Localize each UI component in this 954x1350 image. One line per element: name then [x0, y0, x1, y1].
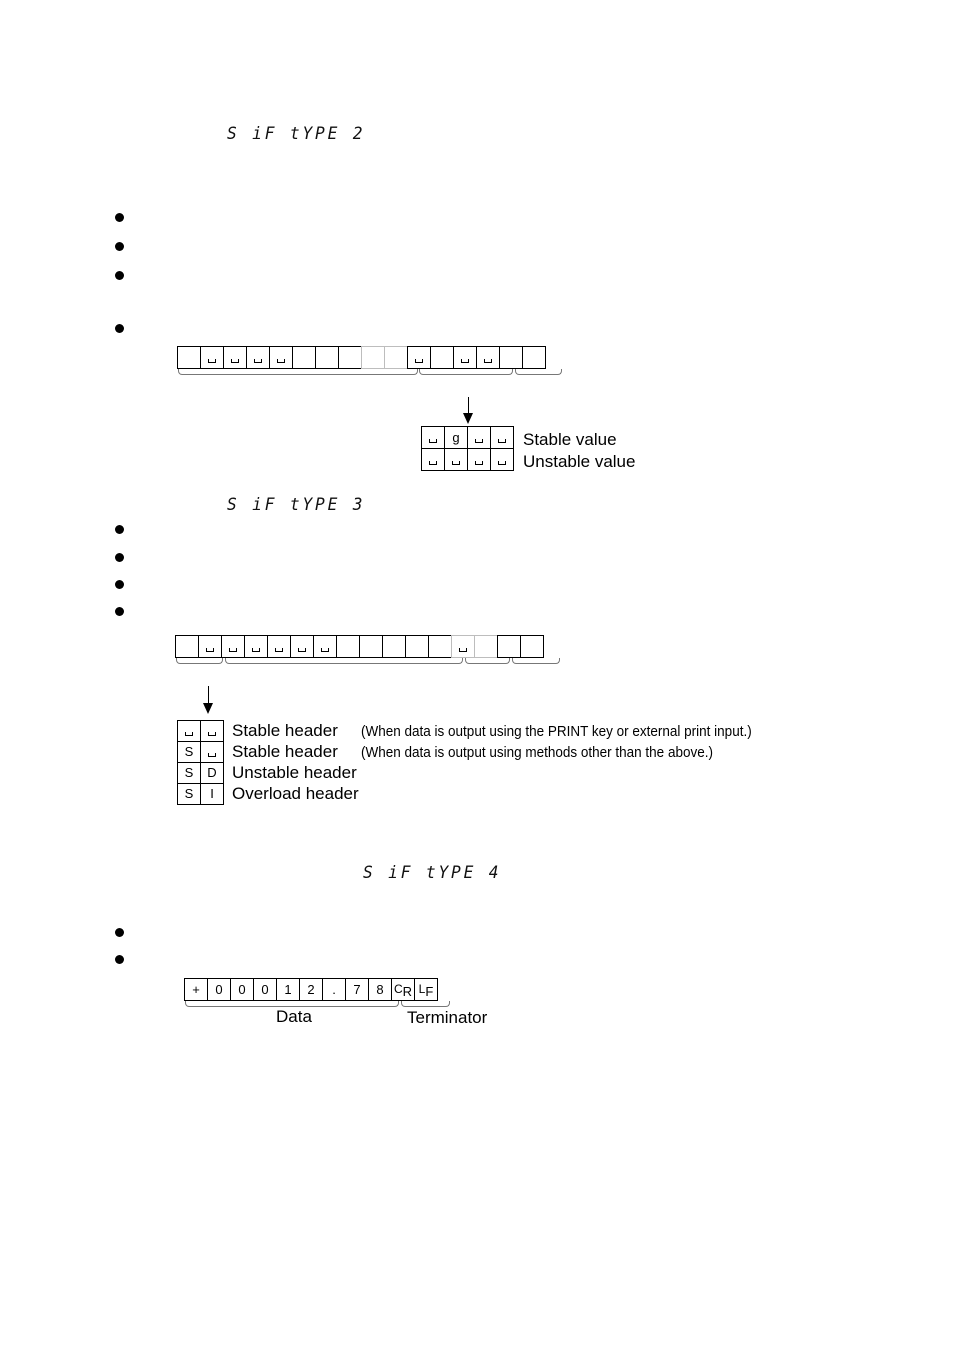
lf-sub: F — [425, 984, 434, 999]
format-cell — [336, 635, 360, 658]
format-cell-space — [200, 346, 224, 369]
format-cell-space — [451, 635, 475, 658]
arrow-down-icon — [463, 413, 473, 424]
format-cell — [338, 346, 362, 369]
format-cell — [430, 346, 454, 369]
format-cell — [382, 635, 406, 658]
tag-label-unstable: Unstable value — [523, 452, 636, 471]
tag-cell-space — [444, 448, 468, 471]
data-cell: 8 — [368, 978, 392, 1001]
format-cell-space — [221, 635, 245, 658]
format-cell-space — [223, 346, 247, 369]
display-code-type2: S iF tYPE 2 — [227, 124, 366, 144]
header-row — [177, 720, 224, 742]
brace-terminator — [401, 1001, 450, 1007]
header-cell: S — [177, 741, 201, 763]
header-label: Stable header — [232, 742, 338, 761]
format-cell — [405, 635, 429, 658]
format-cell — [175, 635, 199, 658]
brace-tag — [419, 369, 513, 375]
format-cell-space — [290, 635, 314, 658]
format-cell — [315, 346, 339, 369]
header-label: Unstable header — [232, 763, 357, 782]
bullet — [115, 553, 124, 562]
data-cell: . — [322, 978, 346, 1001]
brace-unit — [465, 658, 510, 664]
header-row — [177, 783, 224, 805]
format-cell-space — [407, 346, 431, 369]
tag-cell-space — [490, 448, 514, 471]
format-cell-space — [313, 635, 337, 658]
data-cell: 0 — [253, 978, 277, 1001]
data-cell: 2 — [299, 978, 323, 1001]
data-cell: 0 — [207, 978, 231, 1001]
format-cell-space — [244, 635, 268, 658]
format-cell — [499, 346, 523, 369]
header-label: Overload header — [232, 784, 359, 803]
arrow-line — [468, 397, 469, 414]
data-cell: 7 — [345, 978, 369, 1001]
tag-cell-space — [421, 448, 445, 471]
format-cell — [428, 635, 452, 658]
format-cell-space — [476, 346, 500, 369]
header-cell-space — [200, 720, 224, 742]
format-cell — [520, 635, 544, 658]
format-cell-space — [267, 635, 291, 658]
tag-label-stable: Stable value — [523, 430, 617, 449]
bullet — [115, 242, 124, 251]
header-cell: S — [177, 783, 201, 805]
tag-cell-space — [490, 426, 514, 449]
data-cell: 0 — [230, 978, 254, 1001]
bullet — [115, 213, 124, 222]
bullet — [115, 271, 124, 280]
bullet — [115, 928, 124, 937]
format-cell — [384, 346, 408, 369]
header-table — [177, 720, 224, 805]
brace-terminator — [515, 369, 562, 375]
header-cell: D — [200, 762, 224, 784]
lf-top: L — [418, 982, 426, 996]
tag-row-unstable — [421, 448, 514, 471]
format-cell — [292, 346, 316, 369]
bullet — [115, 955, 124, 964]
tag-cell-space — [467, 426, 491, 449]
header-cell: S — [177, 762, 201, 784]
display-code-type3: S iF tYPE 3 — [227, 495, 366, 515]
format-row-type3 — [175, 635, 544, 658]
format-cell — [497, 635, 521, 658]
terminator-cell-cr — [391, 978, 415, 1001]
format-cell — [361, 346, 385, 369]
tag-table — [421, 426, 514, 471]
header-cell: I — [200, 783, 224, 805]
header-cell-space — [177, 720, 201, 742]
bullet — [115, 607, 124, 616]
data-label: Data — [276, 1007, 312, 1026]
display-code-type4: S iF tYPE 4 — [363, 863, 502, 883]
header-label: Stable header — [232, 721, 338, 740]
format-row-type4 — [184, 978, 438, 1001]
format-cell-space — [198, 635, 222, 658]
header-row — [177, 762, 224, 784]
brace-data — [225, 658, 463, 664]
header-row — [177, 741, 224, 763]
arrow-down-icon — [203, 703, 213, 714]
brace-header — [176, 658, 223, 664]
bullet — [115, 324, 124, 333]
bullet — [115, 580, 124, 589]
data-cell: + — [184, 978, 208, 1001]
format-cell-space — [246, 346, 270, 369]
tag-cell: g — [444, 426, 468, 449]
format-cell — [359, 635, 383, 658]
format-cell — [177, 346, 201, 369]
terminator-cell-lf — [414, 978, 438, 1001]
data-cell: 1 — [276, 978, 300, 1001]
format-row-type2 — [177, 346, 546, 369]
brace-data — [178, 369, 418, 375]
format-cell — [522, 346, 546, 369]
format-cell-space — [269, 346, 293, 369]
terminator-label: Terminator — [407, 1008, 488, 1027]
cr-sub: R — [402, 984, 413, 999]
bullet — [115, 525, 124, 534]
header-note: (When data is output using the PRINT key or external print input.) — [361, 723, 752, 740]
header-cell-space — [200, 741, 224, 763]
tag-cell-space — [421, 426, 445, 449]
tag-row-stable — [421, 426, 514, 449]
tag-cell-space — [467, 448, 491, 471]
format-cell-space — [453, 346, 477, 369]
header-note: (When data is output using methods other than the above.) — [361, 744, 713, 761]
brace-terminator — [512, 658, 560, 664]
format-cell — [474, 635, 498, 658]
cr-top: C — [393, 982, 403, 996]
arrow-line — [208, 686, 209, 703]
